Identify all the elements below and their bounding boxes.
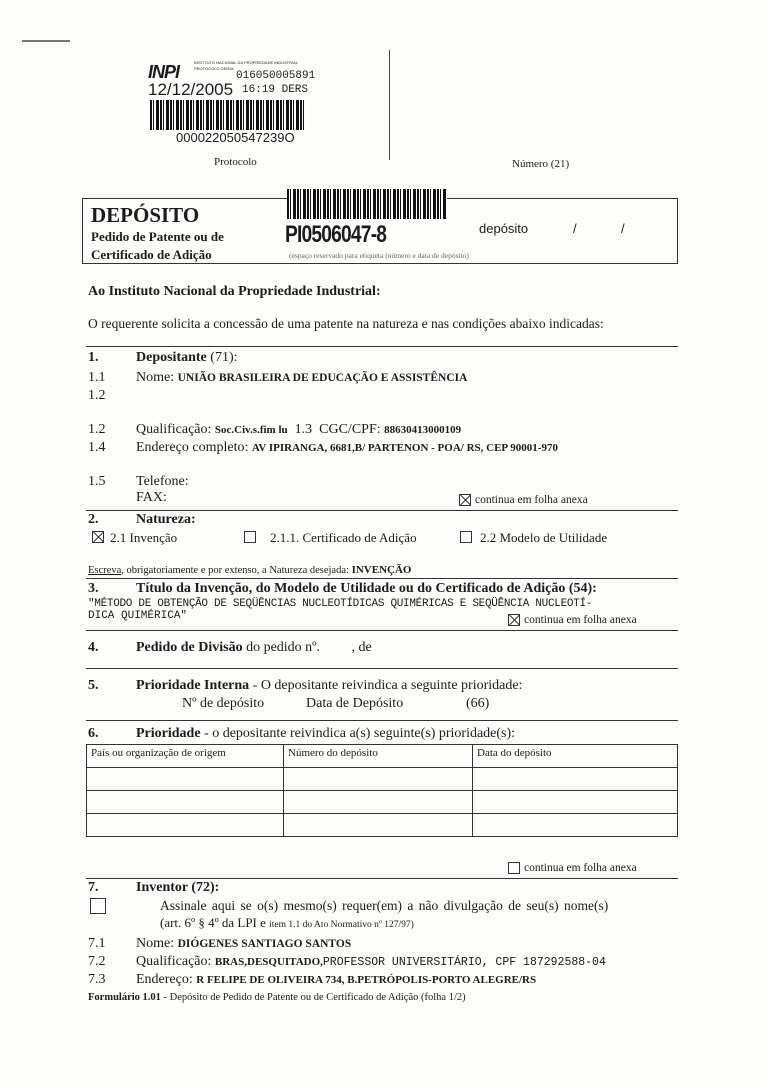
s1-end-row [136, 440, 558, 456]
divider [86, 720, 678, 721]
deposito-title: DEPÓSITO [91, 203, 200, 227]
divider [86, 346, 678, 347]
s1-qual-value: Soc.Civ.s.fim lu [214, 424, 288, 436]
s1-nome-row [136, 370, 467, 386]
table-row [87, 791, 678, 814]
pi-barcode [287, 189, 447, 219]
stamp-barcode-number: 000022050547239O [176, 130, 295, 145]
s7-qual-value1: BRAS,DESQUITADO, [214, 956, 323, 968]
s5-title: Prioridade Interna [136, 678, 250, 693]
table-cell[interactable] [284, 814, 473, 837]
scan-mark [389, 50, 390, 160]
s1-qual-row [136, 422, 461, 438]
footer-text: - Depósito de Pedido de Patente ou de Certificado de Adição (folha 1/2) [163, 992, 466, 1003]
table-cell[interactable] [473, 768, 678, 791]
s1-end-value: AV IPIRANGA, 6681,B/ PARTENON - POA/ RS, CEP 90001-970 [251, 442, 558, 454]
s1-n12: 1.2 [88, 422, 106, 437]
s5-number: 5. [88, 678, 99, 693]
s1-continua-checkbox[interactable] [459, 494, 471, 506]
divider [86, 878, 678, 879]
footer-form-id: Formulário 1.01 [88, 992, 161, 1003]
s6-row [136, 726, 515, 742]
s4-row [136, 640, 372, 656]
s7-qual-row [136, 954, 606, 970]
s1-n14: 1.4 [88, 440, 106, 455]
stamp-org-line2: PROTOCOLO GERAL [194, 66, 235, 71]
footer [88, 992, 466, 1003]
escreva-value: INVENÇÃO [351, 564, 412, 576]
s1-nome-label: Nome: [136, 370, 175, 385]
s6-rest: - o depositante reivindica a(s) seguinte(s) prioridade(s): [204, 726, 516, 741]
inpi-logo: INPI [148, 62, 180, 82]
s5-col3: (66) [466, 696, 490, 711]
pi-number: PI0506047-8 [285, 221, 387, 248]
deposit-box [82, 198, 678, 264]
s1-n13: 1.3 [294, 422, 313, 437]
s3-title-line1: "MÉTODO DE OBTENÇÃO DE SEQÜÊNCIAS NUCLEOTÍDICAS QUIMÉRICAS E SEQÜÊNCIA NUCLEOTÍ- [88, 598, 593, 610]
stamp-time: 16:19 DERS [242, 84, 309, 96]
s1-n15: 1.5 [88, 474, 106, 489]
certificado-checkbox[interactable] [244, 531, 256, 543]
table-cell[interactable] [473, 814, 678, 837]
protocol-stamp [146, 56, 316, 168]
numero-label: Número (21) [512, 158, 570, 170]
assinale-line2b: item 1.1 do Ato Normativo nº 127/97) [269, 920, 414, 930]
s3-title: Título da Invenção, do Modelo de Utilidade ou do Certificado de Adição (54): [136, 581, 597, 596]
s1-n12a: 1.2 [88, 388, 106, 403]
header-pais: País ou organização de origem [87, 745, 284, 768]
s4-de: , de [351, 640, 372, 655]
fax-label: FAX: [136, 490, 167, 505]
s1-qual-label: Qualificação: [136, 422, 212, 437]
table-cell[interactable] [284, 791, 473, 814]
modelo-label: 2.2 Modelo de Utilidade [480, 530, 608, 545]
table-row [87, 768, 678, 791]
table-row [87, 814, 678, 837]
deposito-note: (espaço reservado para etiqueta (número e data de depósito) [289, 251, 469, 260]
s7-n72: 7.2 [88, 954, 106, 969]
addressee: Ao Instituto Nacional da Propriedade Industrial: [88, 284, 381, 299]
s1-nome-value: UNIÃO BRASILEIRA DE EDUCAÇÃO E ASSISTÊNCIA [177, 372, 468, 384]
s4-number: 4. [88, 640, 99, 655]
s7-n71: 7.1 [88, 936, 106, 951]
assinale-line2a: (art. 6º § 4º da LPI e [160, 915, 266, 930]
s7-nome-value: DIÓGENES SANTIAGO SANTOS [177, 938, 352, 950]
s4-rest: do pedido nº. [246, 640, 321, 655]
table-cell[interactable] [87, 814, 284, 837]
escreva-row [88, 564, 411, 576]
s5-row [136, 678, 522, 694]
invencao-label: 2.1 Invenção [110, 530, 178, 545]
deposito-slash-2: / [621, 221, 625, 236]
stamp-date: 12/12/2005 [148, 80, 234, 99]
stamp-code: 016050005891 [236, 70, 316, 82]
s2-number: 2. [88, 512, 99, 527]
s5-col1: Nº de depósito [182, 696, 265, 711]
s1-cgc-value: 88630413000109 [384, 424, 462, 436]
certificado-label: 2.1.1. Certificado de Adição [270, 530, 417, 545]
divider [86, 578, 678, 579]
escreva-u: Escreva [88, 565, 122, 576]
s1-heading [136, 350, 238, 366]
protocolo-label: Protocolo [214, 156, 257, 168]
s7-nome-label: Nome: [136, 936, 175, 951]
s5-rest: - O depositante reivindica a seguinte prioridade: [252, 678, 523, 693]
deposito-date-label: depósito [479, 221, 529, 236]
intro-text: O requerente solicita a concessão de uma patente na natureza e nas condições abaixo indicadas: [88, 316, 604, 331]
priority-table [86, 744, 678, 837]
deposito-slash-1: / [573, 221, 577, 236]
s1-title: Depositante [136, 350, 207, 365]
s7-qual-value2: PROFESSOR UNIVERSITÁRIO, CPF 187292588-04 [322, 956, 606, 969]
s7-end-value: R FELIPE DE OLIVEIRA 734, B.PETRÓPOLIS-PORTO ALEGRE/RS [196, 974, 537, 986]
assinale-line2 [160, 915, 414, 931]
telefone-label: Telefone: [136, 474, 189, 489]
s1-end-label: Endereço completo: [136, 440, 249, 455]
s7-n73: 7.3 [88, 972, 106, 987]
modelo-checkbox[interactable] [460, 531, 472, 543]
s1-continua-label: continua em folha anexa [475, 494, 588, 506]
table-cell[interactable] [87, 768, 284, 791]
s6-title: Prioridade [136, 726, 201, 741]
s7-number: 7. [88, 880, 99, 895]
escreva-rest: , obrigatoriamente e por extenso, a Natureza desejada: [121, 565, 349, 576]
s3-continua-checkbox[interactable] [508, 614, 520, 626]
scan-mark [22, 40, 70, 42]
divider [86, 668, 678, 669]
table-cell[interactable] [473, 791, 678, 814]
deposito-subtitle-1: Pedido de Patente ou de [91, 229, 224, 244]
divider [86, 630, 678, 631]
s7-nome-row [136, 936, 351, 952]
s7-title: Inventor (72): [136, 880, 220, 895]
invencao-checkbox[interactable] [92, 531, 104, 543]
s6-continua-label: continua em folha anexa [524, 862, 637, 874]
table-header-row [87, 745, 678, 768]
s1-cgc-label: CGC/CPF: [319, 422, 381, 437]
s6-number: 6. [88, 726, 99, 741]
divider [86, 510, 678, 511]
s3-title-line2: DICA QUIMÉRICA" [88, 610, 188, 622]
deposito-subtitle-2: Certificado de Adição [91, 247, 212, 262]
s1-code: (71): [210, 350, 238, 365]
s6-continua-checkbox[interactable] [508, 862, 520, 874]
s3-number: 3. [88, 581, 99, 596]
s1-number: 1. [88, 350, 99, 365]
table-cell[interactable] [284, 768, 473, 791]
header-data: Data do depósito [473, 745, 678, 768]
s2-title: Natureza: [136, 512, 196, 527]
header-numero: Número do depósito [284, 745, 473, 768]
s5-col2: Data de Depósito [306, 696, 404, 711]
table-cell[interactable] [87, 791, 284, 814]
s1-n11: 1.1 [88, 370, 106, 385]
s7-qual-label: Qualificação: [136, 954, 212, 969]
s7-end-label: Endereço: [136, 972, 193, 987]
s3-continua-label: continua em folha anexa [524, 614, 637, 626]
nao-divulgacao-checkbox[interactable] [90, 898, 106, 914]
s7-end-row [136, 972, 536, 988]
stamp-barcode [150, 100, 306, 130]
s4-title: Pedido de Divisão [136, 640, 243, 655]
stamp-org-line1: INSTITUTO NACIONAL DA PROPRIEDADE INDUSTRIAL [194, 60, 299, 65]
assinale-line1: Assinale aqui se o(s) mesmo(s) requer(em) a não divulgação de seu(s) nome(s) [160, 898, 609, 913]
